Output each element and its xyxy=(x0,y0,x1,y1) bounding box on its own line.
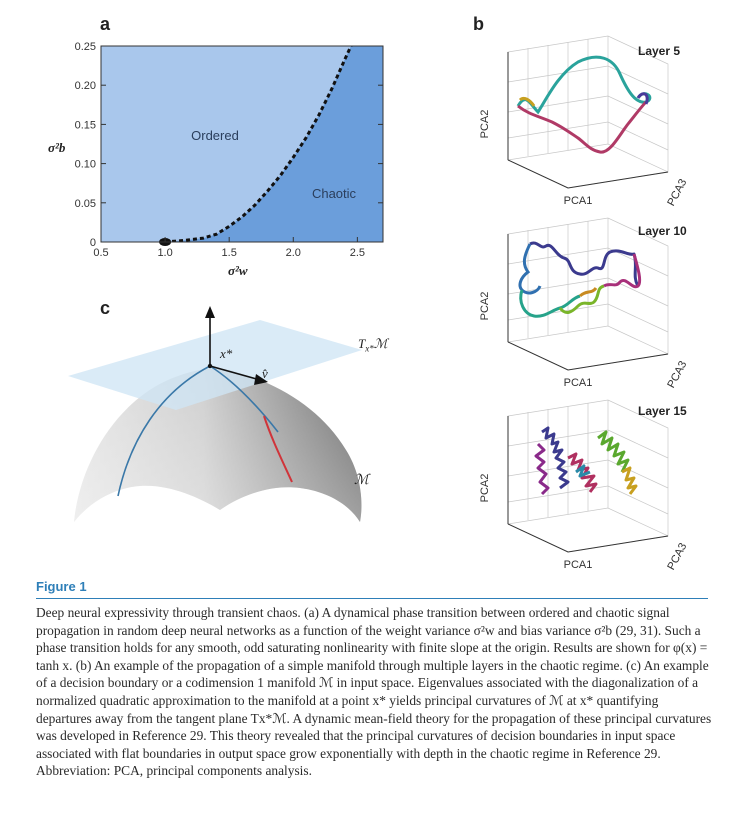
layer15-pca3: PCA3 xyxy=(665,541,690,573)
vector-label: v̂ xyxy=(262,366,268,381)
caption-rule xyxy=(36,598,708,599)
point-x-star xyxy=(208,364,212,368)
layer15-pca1: PCA1 xyxy=(563,559,593,571)
panel-a-letter: a xyxy=(100,14,111,34)
y-tick-label: 0.15 xyxy=(74,119,96,132)
layer15-plot xyxy=(468,398,708,578)
x-tick-label: 1.5 xyxy=(221,247,237,259)
chaotic-label: Chaotic xyxy=(311,186,357,201)
panel-c-letter: c xyxy=(100,298,111,318)
y-tick-label: 0.10 xyxy=(74,158,96,171)
layer5-plot xyxy=(468,34,708,214)
tangent-plane xyxy=(68,320,362,410)
point-label: x* xyxy=(220,346,233,361)
manifold-label: ℳ xyxy=(354,473,369,488)
x-tick-label: 2.5 xyxy=(349,247,366,259)
y-tick-label: 0 xyxy=(89,237,96,249)
y-tick-label: 0.25 xyxy=(74,41,96,53)
layer15-pca2: PCA2 xyxy=(479,473,491,503)
layer15-label: Layer 15 xyxy=(638,404,687,418)
panel-b-letter: b xyxy=(473,14,484,34)
figure-title: Figure 1 xyxy=(36,579,87,594)
layer5-pca3: PCA3 xyxy=(665,177,690,209)
layer5-pca1: PCA1 xyxy=(563,195,593,207)
y-tick-label: 0.05 xyxy=(74,197,96,210)
tangent-plane-label-m: ℳ xyxy=(373,336,388,351)
layer10-plot xyxy=(468,216,708,396)
x-tick-label: 2.0 xyxy=(285,247,301,259)
x-tick-label: 1.0 xyxy=(157,247,173,259)
tangent-plane-label-t: T xyxy=(358,336,366,351)
x-tick-label: 0.5 xyxy=(93,247,109,259)
tangent-plane-label xyxy=(358,336,388,354)
ordered-label: Ordered xyxy=(191,128,239,143)
layer10-label: Layer 10 xyxy=(638,224,687,238)
x-axis-label: σ²w xyxy=(228,263,248,278)
figure-caption: Deep neural expressivity through transient chaos. (a) A dynamical phase transition between ordered and chaotic signal propagation in random deep neural networks as a function of the weight variance σ²w and bias variance σ²b (29, 31). Such a phase transition holds for any smooth, odd saturating nonlinearity with finite slope at the origin. Results are shown for φ(x) = tanh x. (b) An example of the propagation of a simple manifold through multiple layers in the chaotic regime. (c) An example of a decision boundary or a codimension 1 manifold ℳ in input space. Eigenvalues associated with the diagonalization of a normalized quadratic approximation to the manifold at a point x* yields principal curvatures of ℳ at x* quantifying departures away from the tangent plane Tx*ℳ. A dynamic mean-field theory for the propagation of these principal curvatures was developed in Reference 29. This theory revealed that the principal curvatures of decision boundaries in input space associated with flat boundaries in output space grow exponentially with depth in the chaotic regime in Reference 29. Abbreviation: PCA, principal components analysis. xyxy=(36,605,712,779)
layer5-pca2: PCA2 xyxy=(479,109,491,139)
y-axis-label: σ²b xyxy=(48,140,66,155)
layer10-pca2: PCA2 xyxy=(479,291,491,321)
layer5-curve-teal xyxy=(518,57,650,112)
layer10-pca3: PCA3 xyxy=(665,359,690,391)
phase-diagram-chart xyxy=(40,36,390,288)
y-tick-label: 0.20 xyxy=(74,80,96,93)
layer10-pca1: PCA1 xyxy=(563,377,593,389)
tangent-plane-label-sub: x* xyxy=(365,343,374,354)
layer5-label: Layer 5 xyxy=(638,44,681,58)
